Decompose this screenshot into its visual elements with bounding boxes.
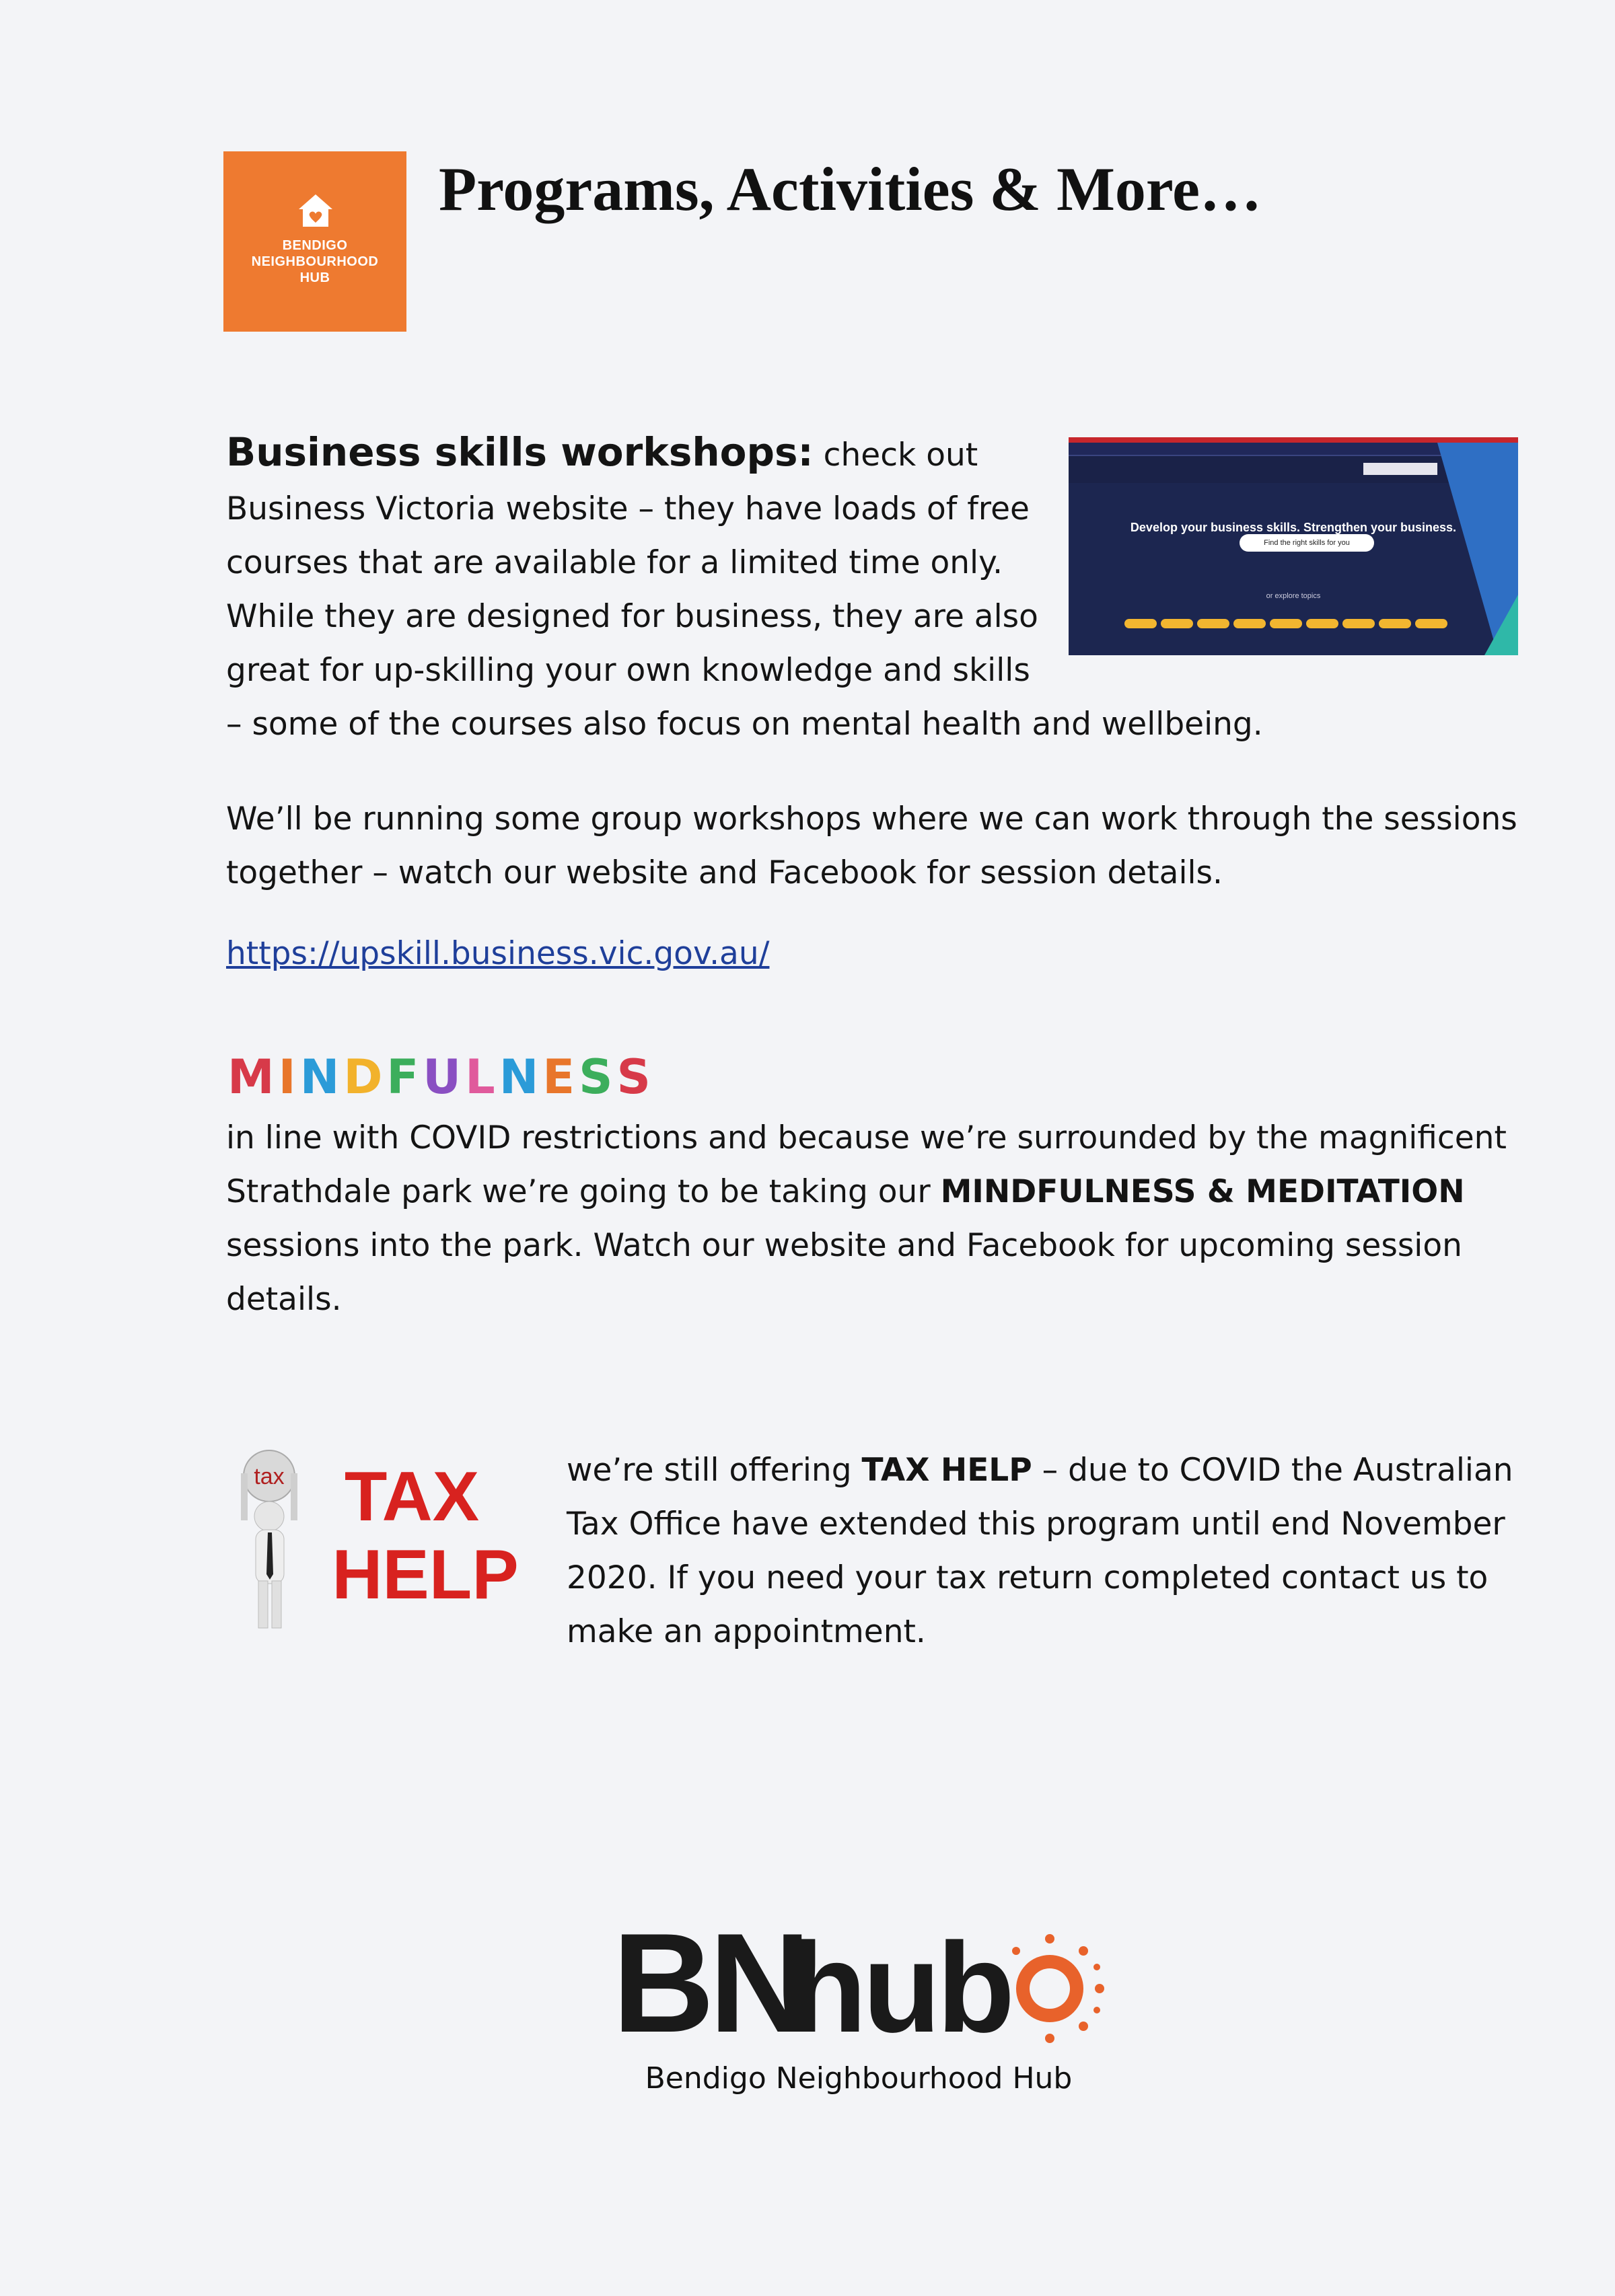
topic-chip [1415,619,1447,628]
upskill-link[interactable]: https://upskill.business.vic.gov.au/ [226,935,770,972]
screenshot-button: Find the right skills for you [1240,534,1374,552]
mindfulness-paragraph [226,1111,1518,1327]
bn-letters: BN [612,1924,806,2062]
business-skills-intro: check out Business Victoria website – they have loads of free courses that are available for a limited time only. While they are designed for business, they are also great for up-skilling your own knowledge and skills – some of the courses also focus on mental health and wellbeing. [226,437,1263,743]
site-search-box [1363,463,1437,475]
mindfulness-letter: E [542,1049,579,1105]
screenshot-subtext: or explore topics [1266,592,1321,600]
logo-line: HUB [299,270,330,285]
topic-chip [1379,619,1411,628]
workshops-paragraph: We’ll be running some group workshops where we can work through the sessions together – watch our website and Facebook for session details. [226,801,1517,891]
mindfulness-letter: M [227,1049,279,1105]
mindfulness-letter: L [465,1049,499,1105]
tax-text: we’re still offering [567,1452,862,1489]
mindfulness-text: sessions into the park. Watch our website and Facebook for upcoming session details. [226,1227,1462,1318]
mindfulness-letter: N [499,1049,543,1105]
business-victoria-screenshot [1069,437,1518,655]
hub-logo-square [223,151,406,332]
logo-line: NEIGHBOURHOOD [251,254,379,269]
topic-chip [1233,619,1266,628]
bnhub-caption: Bendigo Neighbourhood Hub [645,2061,1073,2096]
mindfulness-letter: S [616,1049,655,1105]
topic-chip [1197,619,1229,628]
tax-help-paragraph [567,1444,1522,1659]
tax-help-graphic [229,1446,525,1635]
tax-text: – due to COVID the Australian Tax Office have extended this program until end November 2020. If you need your tax return completed contact us to make an appointment. [567,1452,1513,1650]
mindfulness-letter: S [579,1049,617,1105]
page-title: Programs, Activities & More… [439,155,1262,223]
topic-chip [1124,619,1157,628]
help-word: HELP [332,1536,519,1614]
topic-chip [1270,619,1302,628]
tax-ball-label: tax [254,1464,285,1489]
mindfulness-letter: F [386,1049,423,1105]
mindfulness-title [227,1047,655,1107]
mindfulness-letter: D [343,1049,387,1105]
mindfulness-letter: U [423,1049,466,1105]
topic-chip [1306,619,1338,628]
tax-bold: TAX HELP [861,1452,1032,1489]
hub-logo-text [223,237,406,286]
topic-chip [1161,619,1193,628]
topic-chip [1342,619,1375,628]
business-skills-section [226,425,1518,751]
mindfulness-letter: N [299,1049,344,1105]
mindfulness-text: in line with COVID restrictions and because we’re surrounded by the magnificent Strathdale park we’re going to be taking our [226,1119,1507,1210]
house-heart-icon [297,193,334,228]
business-skills-heading: Business skills workshops: [226,429,814,475]
hub-letters: hub [789,1924,1011,2059]
logo-line: BENDIGO [282,238,348,253]
mindfulness-letter: I [278,1049,300,1105]
screenshot-headline: Develop your business skills. Strengthen your business. [1130,521,1457,534]
mindfulness-bold: MINDFULNESS & MEDITATION [940,1173,1465,1210]
topic-chips [1122,593,1459,655]
tax-word: TAX [344,1458,480,1536]
